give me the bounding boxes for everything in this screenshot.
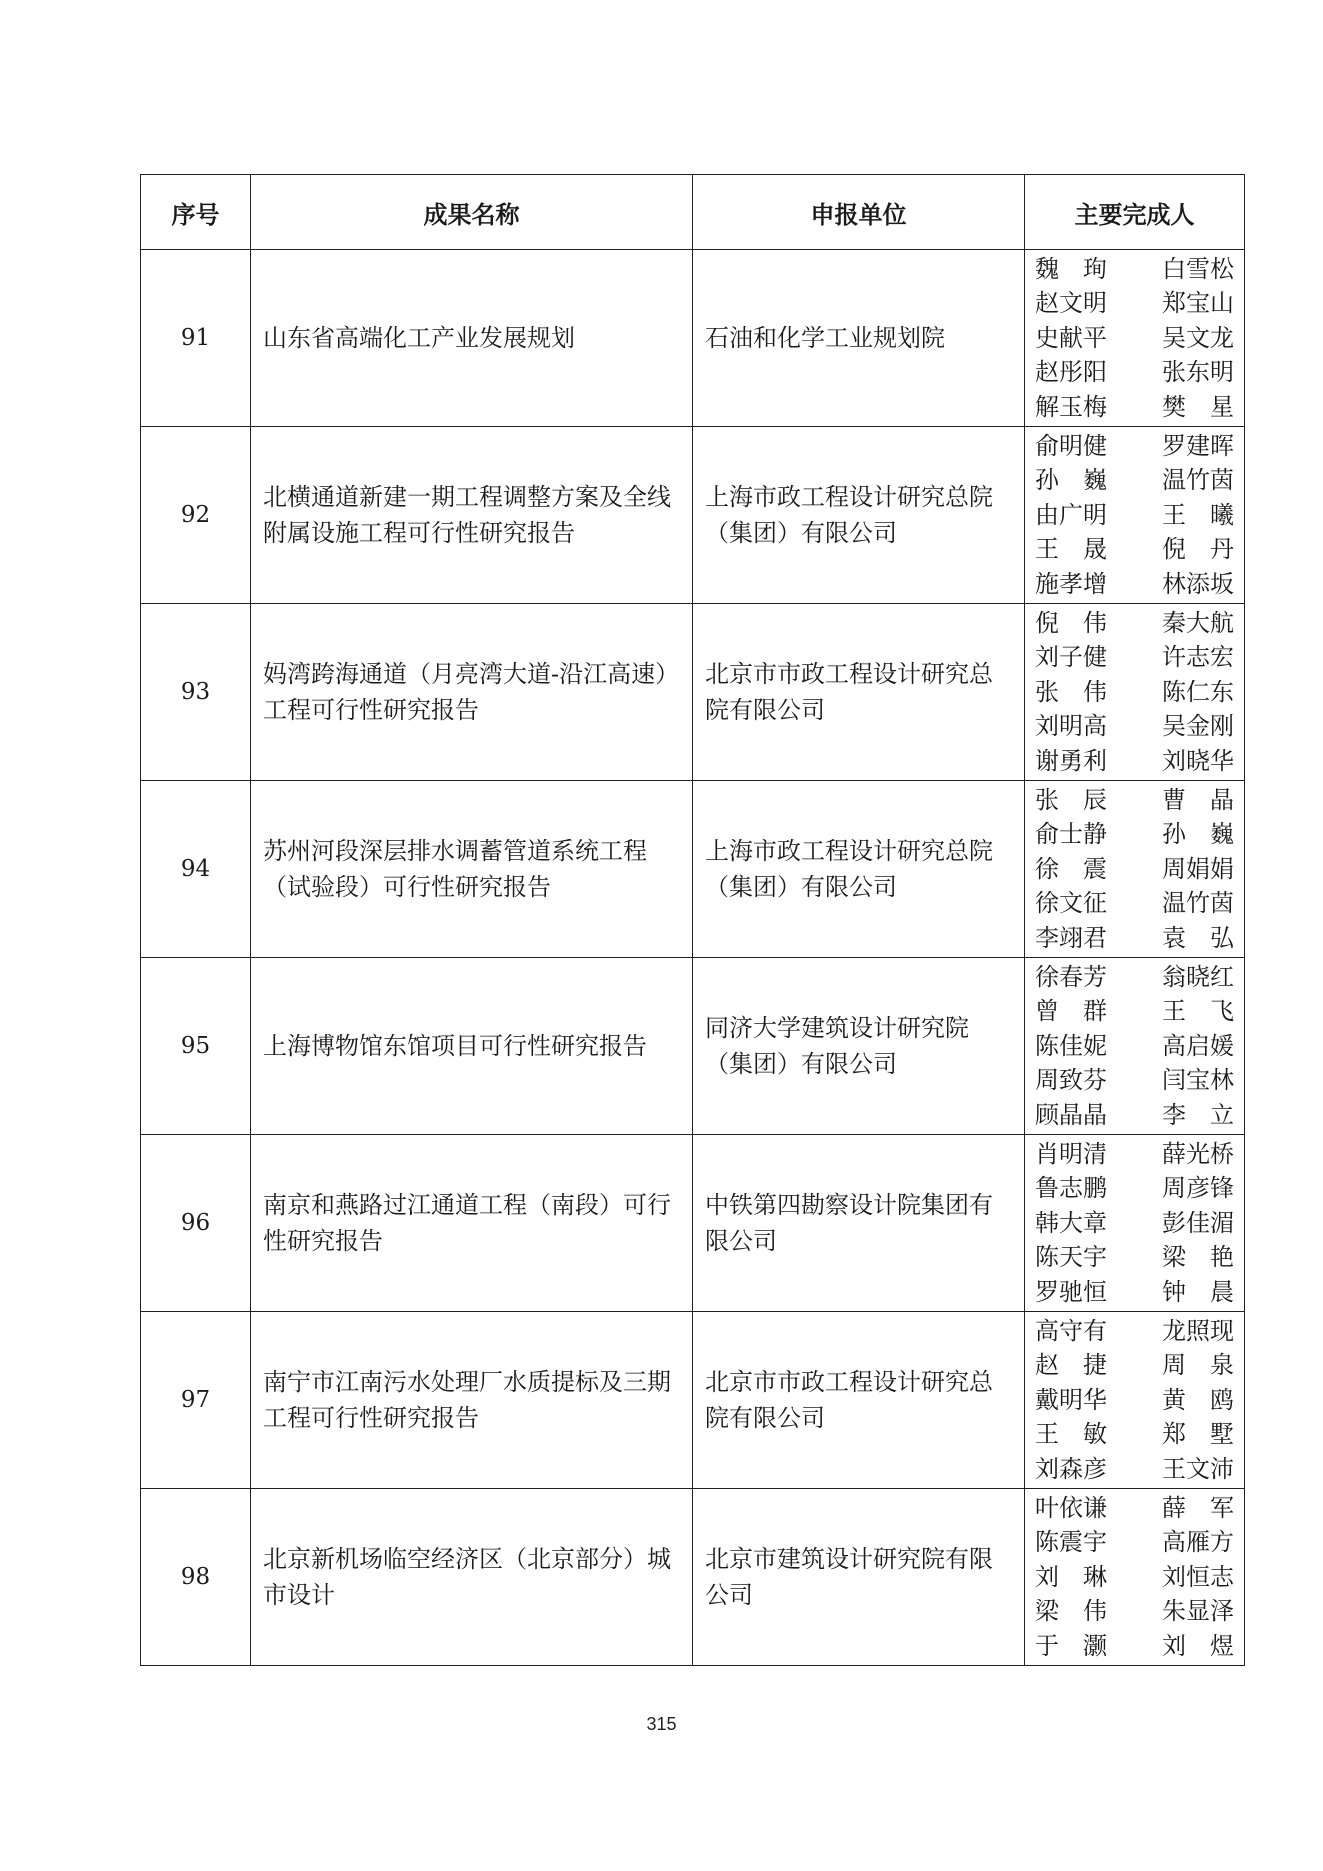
person-pair — [1035, 852, 1234, 887]
person-pair — [1035, 463, 1234, 498]
person-name: 梁 艳 — [1162, 1243, 1234, 1272]
person-pair — [1035, 675, 1234, 710]
row-unit: 石油和化学工业规划院 — [693, 250, 1025, 427]
person-name: 鲁志鹏 — [1035, 1174, 1107, 1203]
person-pair — [1035, 709, 1234, 744]
person-pair — [1035, 886, 1234, 921]
person-pair — [1035, 1314, 1234, 1349]
person-name: 梁 伟 — [1035, 1597, 1107, 1626]
person-name: 孙 巍 — [1162, 820, 1234, 849]
person-pair — [1035, 744, 1234, 779]
person-pair — [1035, 1275, 1234, 1310]
person-name: 李 立 — [1162, 1100, 1234, 1129]
person-pair — [1035, 1098, 1234, 1133]
person-name: 薛光桥 — [1162, 1139, 1234, 1168]
person-name: 彭佳湄 — [1162, 1208, 1234, 1237]
person-name: 赵彤阳 — [1035, 358, 1107, 387]
person-name: 由广明 — [1035, 500, 1107, 529]
person-pair — [1035, 390, 1234, 425]
person-name: 周致芬 — [1035, 1066, 1107, 1095]
person-name: 俞士静 — [1035, 820, 1107, 849]
person-pair — [1035, 532, 1234, 567]
table-row — [141, 1312, 1245, 1489]
person-name: 叶依谦 — [1035, 1493, 1107, 1522]
row-seq: 91 — [141, 250, 251, 427]
row-seq: 94 — [141, 781, 251, 958]
row-unit: 北京市市政工程设计研究总院有限公司 — [693, 604, 1025, 781]
person-name: 赵 捷 — [1035, 1351, 1107, 1380]
person-pair — [1035, 1491, 1234, 1526]
person-pair — [1035, 1452, 1234, 1487]
person-pair — [1035, 252, 1234, 287]
person-name: 戴明华 — [1035, 1385, 1107, 1414]
row-seq: 98 — [141, 1489, 251, 1666]
person-name: 郑宝山 — [1162, 289, 1234, 318]
person-name: 朱显泽 — [1162, 1597, 1234, 1626]
person-name: 刘明高 — [1035, 712, 1107, 741]
person-name: 魏 珣 — [1035, 254, 1107, 283]
row-seq: 96 — [141, 1135, 251, 1312]
person-name: 倪 丹 — [1162, 535, 1234, 564]
row-unit: 中铁第四勘察设计院集团有限公司 — [693, 1135, 1025, 1312]
person-name: 吴金刚 — [1162, 712, 1234, 741]
person-pair — [1035, 1137, 1234, 1172]
person-name: 王 晟 — [1035, 535, 1107, 564]
person-name: 刘森彦 — [1035, 1454, 1107, 1483]
row-name: 南京和燕路过江通道工程（南段）可行性研究报告 — [251, 1135, 693, 1312]
person-name: 韩大章 — [1035, 1208, 1107, 1237]
table-row — [141, 250, 1245, 427]
person-pair — [1035, 640, 1234, 675]
person-pair — [1035, 355, 1234, 390]
person-pair — [1035, 1525, 1234, 1560]
person-name: 顾晶晶 — [1035, 1100, 1107, 1129]
page-number: 315 — [646, 1714, 677, 1734]
person-pair — [1035, 783, 1234, 818]
row-people — [1025, 958, 1245, 1135]
person-name: 施孝增 — [1035, 569, 1107, 598]
person-name: 樊 星 — [1162, 392, 1234, 421]
row-seq: 92 — [141, 427, 251, 604]
person-pair — [1035, 1594, 1234, 1629]
person-name: 许志宏 — [1162, 643, 1234, 672]
person-name: 袁 弘 — [1162, 923, 1234, 952]
person-name: 肖明清 — [1035, 1139, 1107, 1168]
table-body — [141, 250, 1245, 1666]
person-name: 高启媛 — [1162, 1031, 1234, 1060]
person-name: 黄 鸥 — [1162, 1385, 1234, 1414]
row-unit: 上海市政工程设计研究总院（集团）有限公司 — [693, 427, 1025, 604]
person-name: 王 飞 — [1162, 997, 1234, 1026]
person-name: 徐 震 — [1035, 854, 1107, 883]
person-name: 徐春芳 — [1035, 962, 1107, 991]
row-people — [1025, 1135, 1245, 1312]
person-name: 陈仁东 — [1162, 677, 1234, 706]
person-pair — [1035, 1629, 1234, 1664]
person-name: 周彦锋 — [1162, 1174, 1234, 1203]
person-name: 罗驰恒 — [1035, 1277, 1107, 1306]
person-pair — [1035, 498, 1234, 533]
person-pair — [1035, 817, 1234, 852]
row-people — [1025, 1489, 1245, 1666]
person-name: 孙 巍 — [1035, 466, 1107, 495]
person-pair — [1035, 1171, 1234, 1206]
person-name: 刘子健 — [1035, 643, 1107, 672]
table-row — [141, 1135, 1245, 1312]
table-row — [141, 781, 1245, 958]
row-name: 上海博物馆东馆项目可行性研究报告 — [251, 958, 693, 1135]
row-people — [1025, 250, 1245, 427]
person-name: 刘晓华 — [1162, 746, 1234, 775]
person-name: 秦大航 — [1162, 608, 1234, 637]
person-name: 郑 墅 — [1162, 1420, 1234, 1449]
person-name: 林添坂 — [1162, 569, 1234, 598]
person-name: 罗建晖 — [1162, 431, 1234, 460]
person-name: 周 泉 — [1162, 1351, 1234, 1380]
achievements-table — [140, 174, 1245, 1666]
person-name: 解玉梅 — [1035, 392, 1107, 421]
person-name: 王 曦 — [1162, 500, 1234, 529]
person-name: 张东明 — [1162, 358, 1234, 387]
row-people — [1025, 781, 1245, 958]
row-seq: 93 — [141, 604, 251, 781]
person-name: 刘 琳 — [1035, 1562, 1107, 1591]
person-name: 闫宝林 — [1162, 1066, 1234, 1095]
person-pair — [1035, 1560, 1234, 1595]
header-people: 主要完成人 — [1025, 175, 1245, 250]
header-seq: 序号 — [141, 175, 251, 250]
row-name: 苏州河段深层排水调蓄管道系统工程（试验段）可行性研究报告 — [251, 781, 693, 958]
person-name: 白雪松 — [1162, 254, 1234, 283]
person-name: 陈震宇 — [1035, 1528, 1107, 1557]
person-pair — [1035, 960, 1234, 995]
person-name: 史献平 — [1035, 323, 1107, 352]
person-name: 赵文明 — [1035, 289, 1107, 318]
person-pair — [1035, 1240, 1234, 1275]
person-name: 倪 伟 — [1035, 608, 1107, 637]
person-pair — [1035, 994, 1234, 1029]
row-seq: 97 — [141, 1312, 251, 1489]
row-seq: 95 — [141, 958, 251, 1135]
person-pair — [1035, 1383, 1234, 1418]
person-name: 温竹茵 — [1162, 466, 1234, 495]
row-people — [1025, 1312, 1245, 1489]
person-pair — [1035, 606, 1234, 641]
table-row — [141, 427, 1245, 604]
person-name: 俞明健 — [1035, 431, 1107, 460]
person-name: 张 辰 — [1035, 785, 1107, 814]
person-pair — [1035, 1417, 1234, 1452]
header-unit: 申报单位 — [693, 175, 1025, 250]
table-row — [141, 958, 1245, 1135]
person-name: 温竹茵 — [1162, 889, 1234, 918]
row-name: 北京新机场临空经济区（北京部分）城市设计 — [251, 1489, 693, 1666]
row-name: 南宁市江南污水处理厂水质提标及三期工程可行性研究报告 — [251, 1312, 693, 1489]
row-people — [1025, 604, 1245, 781]
person-name: 翁晓红 — [1162, 962, 1234, 991]
person-name: 曹 晶 — [1162, 785, 1234, 814]
row-unit: 上海市政工程设计研究总院（集团）有限公司 — [693, 781, 1025, 958]
table-row — [141, 604, 1245, 781]
person-name: 陈天宇 — [1035, 1243, 1107, 1272]
person-name: 钟 晨 — [1162, 1277, 1234, 1306]
table-row — [141, 1489, 1245, 1666]
person-name: 王文沛 — [1162, 1454, 1234, 1483]
person-name: 薛 军 — [1162, 1493, 1234, 1522]
person-name: 高守有 — [1035, 1316, 1107, 1345]
person-name: 谢勇利 — [1035, 746, 1107, 775]
person-pair — [1035, 321, 1234, 356]
row-unit: 北京市建筑设计研究院有限公司 — [693, 1489, 1025, 1666]
person-pair — [1035, 921, 1234, 956]
person-name: 徐文征 — [1035, 889, 1107, 918]
person-name: 吴文龙 — [1162, 323, 1234, 352]
person-name: 于 灏 — [1035, 1631, 1107, 1660]
person-pair — [1035, 429, 1234, 464]
row-unit: 北京市市政工程设计研究总院有限公司 — [693, 1312, 1025, 1489]
achievements-table-container — [140, 174, 1244, 1666]
row-name: 妈湾跨海通道（月亮湾大道-沿江高速）工程可行性研究报告 — [251, 604, 693, 781]
row-name: 北横通道新建一期工程调整方案及全线附属设施工程可行性研究报告 — [251, 427, 693, 604]
person-name: 刘 煜 — [1162, 1631, 1234, 1660]
person-pair — [1035, 286, 1234, 321]
person-name: 周娟娟 — [1162, 854, 1234, 883]
person-name: 王 敏 — [1035, 1420, 1107, 1449]
header-name: 成果名称 — [251, 175, 693, 250]
person-name: 陈佳妮 — [1035, 1031, 1107, 1060]
row-unit: 同济大学建筑设计研究院（集团）有限公司 — [693, 958, 1025, 1135]
person-pair — [1035, 1348, 1234, 1383]
person-name: 刘恒志 — [1162, 1562, 1234, 1591]
person-name: 李翊君 — [1035, 923, 1107, 952]
person-name: 龙照现 — [1162, 1316, 1234, 1345]
person-name: 高雁方 — [1162, 1528, 1234, 1557]
person-pair — [1035, 1206, 1234, 1241]
row-name: 山东省高端化工产业发展规划 — [251, 250, 693, 427]
person-name: 曾 群 — [1035, 997, 1107, 1026]
person-pair — [1035, 567, 1234, 602]
person-name: 张 伟 — [1035, 677, 1107, 706]
person-pair — [1035, 1029, 1234, 1064]
person-pair — [1035, 1063, 1234, 1098]
table-header-row — [141, 175, 1245, 250]
row-people — [1025, 427, 1245, 604]
